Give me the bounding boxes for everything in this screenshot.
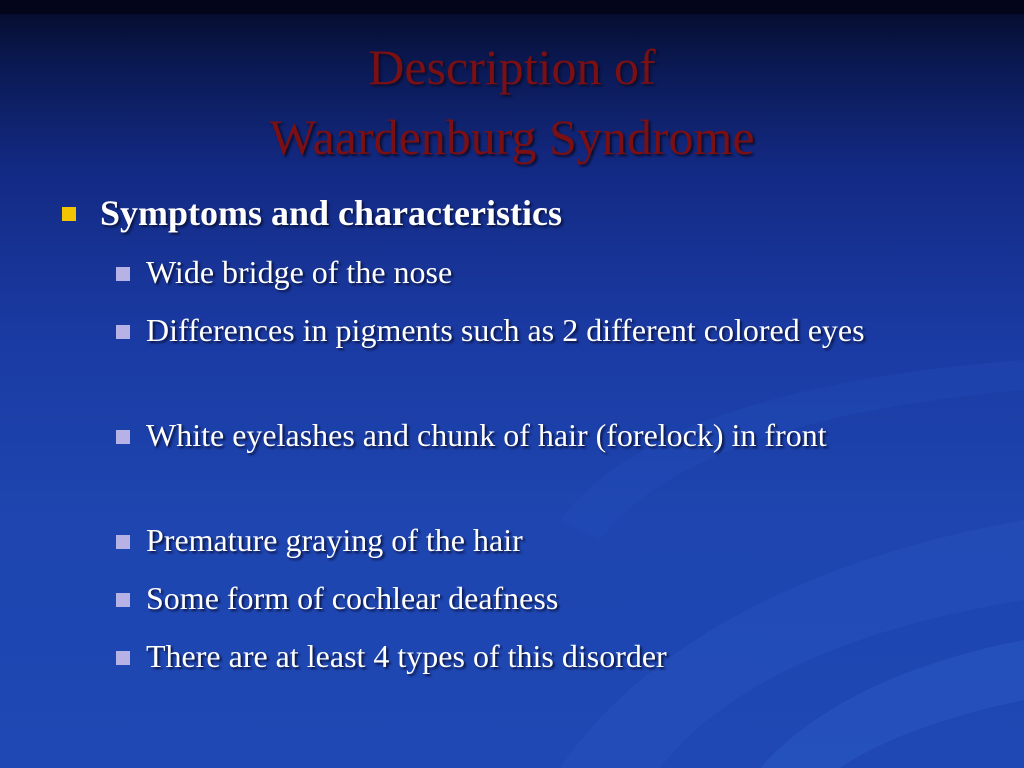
slide-title bbox=[0, 32, 1024, 172]
square-bullet-icon bbox=[116, 325, 130, 339]
title-line-2: Waardenburg Syndrome bbox=[269, 109, 755, 165]
list-item-text: Some form of cochlear deafness bbox=[146, 580, 559, 616]
square-bullet-icon bbox=[116, 535, 130, 549]
square-bullet-icon bbox=[116, 430, 130, 444]
title-line-1: Description of bbox=[368, 39, 656, 95]
list-item-text: White eyelashes and chunk of hair (forelock) in front bbox=[146, 417, 827, 453]
list-item-text: Premature graying of the hair bbox=[146, 522, 523, 558]
heading-text: Symptoms and characteristics bbox=[100, 193, 562, 233]
square-bullet-icon bbox=[116, 267, 130, 281]
square-bullet-icon bbox=[116, 593, 130, 607]
top-band bbox=[0, 0, 1024, 14]
list-item-text: Differences in pigments such as 2 different colored eyes bbox=[146, 312, 865, 348]
list-item-text: Wide bridge of the nose bbox=[146, 254, 453, 290]
square-bullet-icon bbox=[116, 651, 130, 665]
square-bullet-icon bbox=[62, 207, 76, 221]
list-item-text: There are at least 4 types of this disorder bbox=[146, 638, 667, 674]
